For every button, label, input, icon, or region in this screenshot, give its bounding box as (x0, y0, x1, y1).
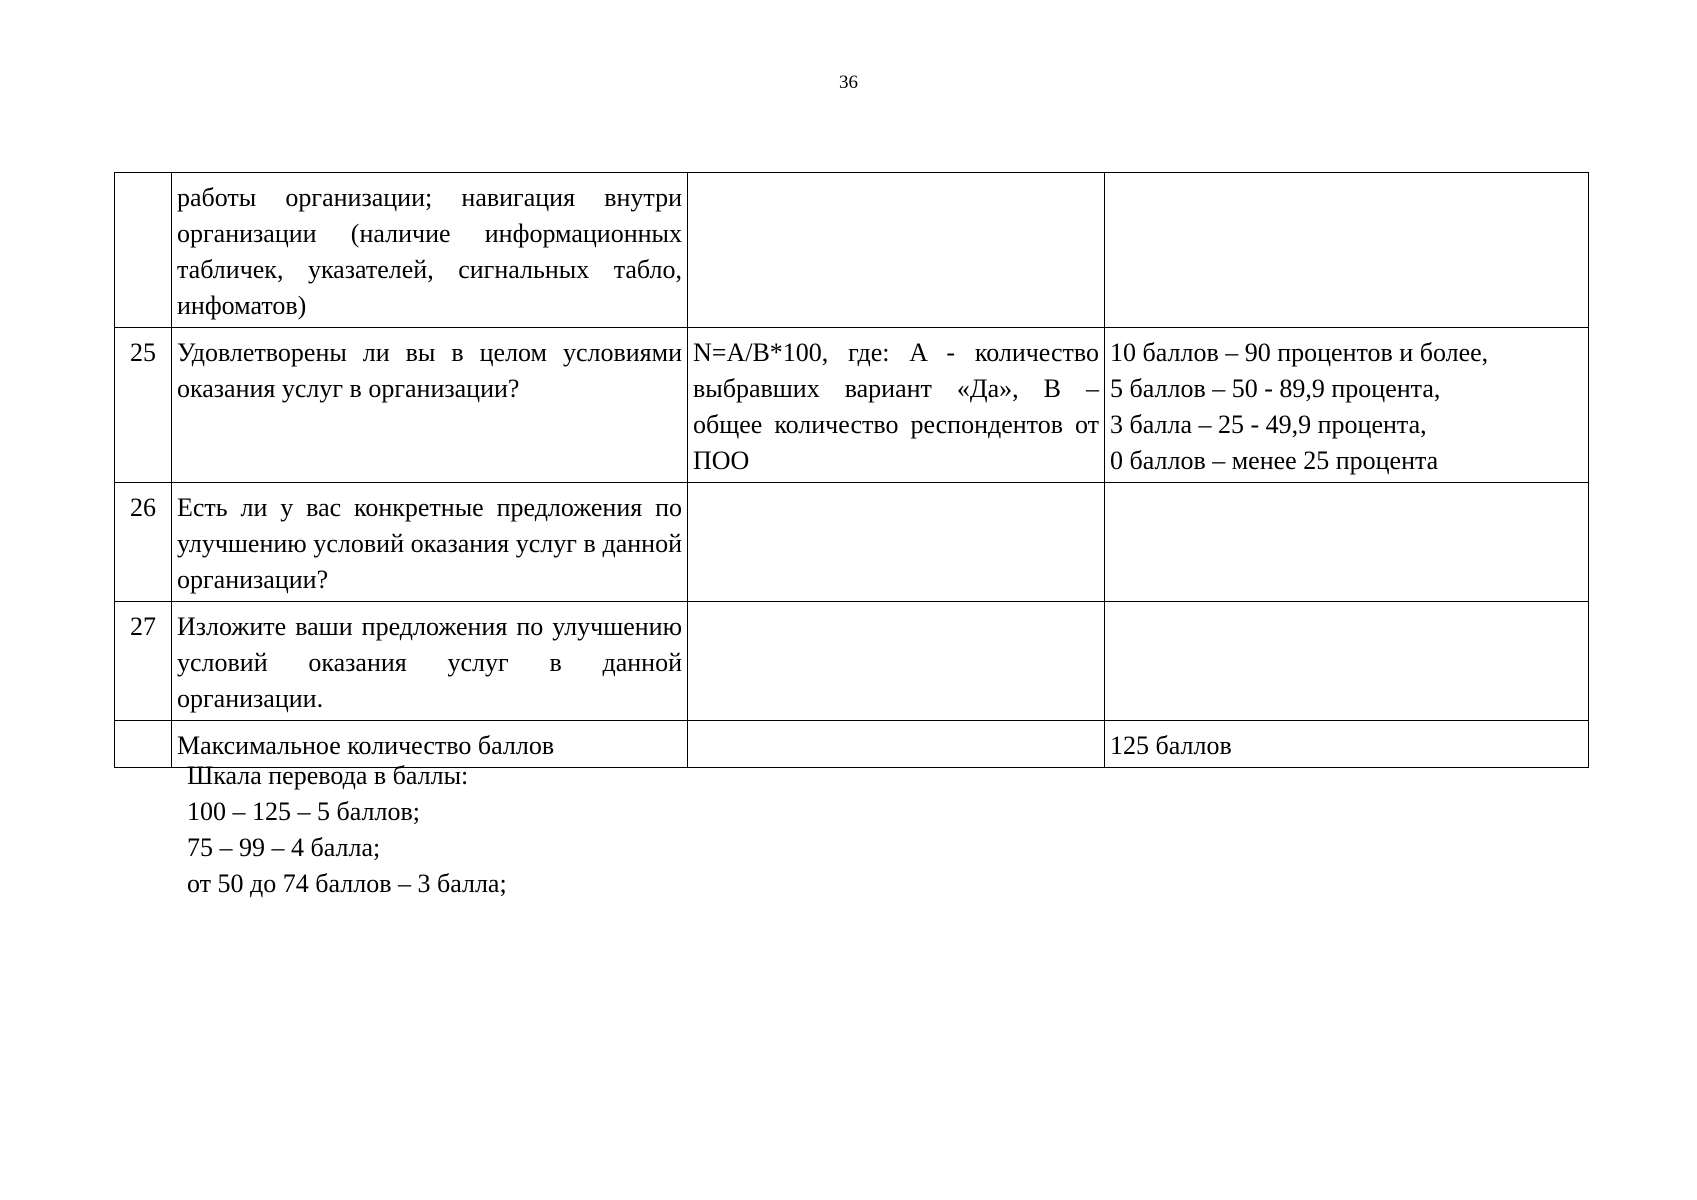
page-number: 36 (839, 72, 858, 93)
score-line: 10 баллов – 90 процентов и более, (1110, 338, 1489, 367)
question-cell: Изложите ваши предложения по улучшению условий оказания услуг в данной организации. (172, 602, 688, 721)
scale-line: 100 – 125 – 5 баллов; (187, 797, 420, 826)
criteria-table (114, 172, 1589, 768)
question-cell: Есть ли у вас конкретные предложения по улучшению условий оказания услуг в данной организации? (172, 483, 688, 602)
points-scale (187, 758, 507, 902)
table-row (115, 173, 1589, 328)
scale-line: 75 – 99 – 4 балла; (187, 833, 381, 862)
table-row (115, 483, 1589, 602)
formula-cell (688, 721, 1105, 768)
table-row (115, 328, 1589, 483)
score-cell (1105, 602, 1589, 721)
score-line: 3 балла – 25 - 49,9 процента, (1110, 410, 1427, 439)
row-number (115, 173, 172, 328)
table-row (115, 602, 1589, 721)
question-cell: Максимальное количество баллов (172, 721, 688, 768)
formula-cell (688, 173, 1105, 328)
score-cell (1105, 328, 1589, 483)
scale-line: от 50 до 74 баллов – 3 балла; (187, 869, 507, 898)
formula-cell: N=A/B*100, где: A - количество выбравших вариант «Да», B – общее количество респондентов от ПОО (688, 328, 1105, 483)
row-number: 25 (115, 328, 172, 483)
formula-cell (688, 602, 1105, 721)
score-cell (1105, 173, 1589, 328)
formula-cell (688, 483, 1105, 602)
question-cell: Удовлетворены ли вы в целом условиями оказания услуг в организации? (172, 328, 688, 483)
score-line: 5 баллов – 50 - 89,9 процента, (1110, 374, 1441, 403)
score-line: 0 баллов – менее 25 процента (1110, 446, 1439, 475)
row-number: 26 (115, 483, 172, 602)
score-line: 125 баллов (1110, 731, 1232, 760)
row-number: 27 (115, 602, 172, 721)
score-cell (1105, 483, 1589, 602)
row-number (115, 721, 172, 768)
question-cell: работы организации; навигация внутри организации (наличие информационных табличек, указателей, сигнальных табло, инфоматов) (172, 173, 688, 328)
score-cell (1105, 721, 1589, 768)
scale-title: Шкала перевода в баллы: (187, 761, 469, 790)
